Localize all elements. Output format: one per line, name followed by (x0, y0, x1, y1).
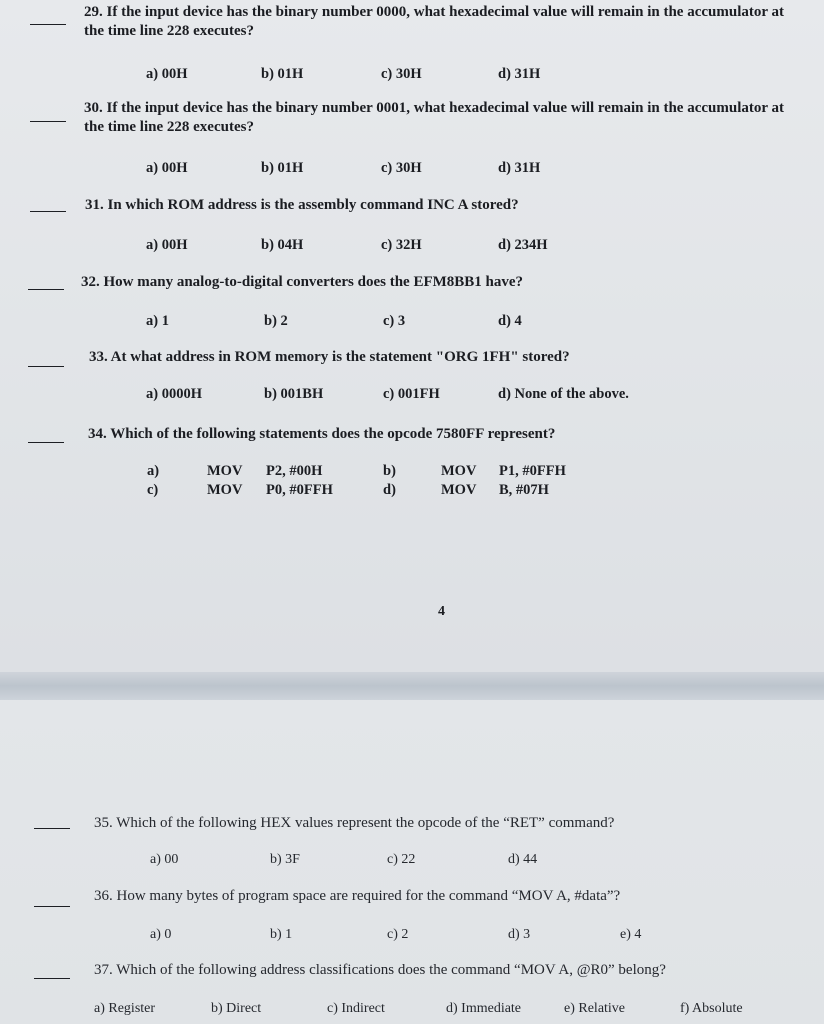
q35-option-a: a) 00 (150, 852, 179, 867)
q30-option-c: c) 30H (381, 160, 422, 176)
answer-blank-31[interactable] (30, 211, 66, 212)
question-31-text: 31. In which ROM address is the assembly command INC A stored? (85, 197, 519, 213)
q29-option-d: d) 31H (498, 66, 541, 82)
q32-option-b: b) 2 (264, 313, 288, 329)
q31-option-d: d) 234H (498, 237, 548, 253)
question-32-text: 32. How many analog-to-digital converters does the EFM8BB1 have? (81, 274, 524, 290)
q33-option-b: b) 001BH (264, 386, 324, 402)
q32-option-c: c) 3 (383, 313, 406, 329)
page-number: 4 (438, 604, 445, 619)
q36-option-e: e) 4 (620, 927, 642, 942)
q34-option-b-operands: P1, #0FFH (499, 463, 566, 479)
question-30-text: 30. If the input device has the binary number 0001, what hexadecimal value will remain in the accumulator at the time line 228 executes? (84, 100, 785, 135)
question-33-text: 33. At what address in ROM memory is the statement "ORG 1FH" stored? (89, 349, 570, 365)
q35-option-c: c) 22 (387, 852, 416, 867)
q34-option-a-letter: a) (147, 463, 160, 479)
q37-option-d: d) Immediate (446, 1001, 522, 1016)
q34-option-c-letter: c) (147, 482, 159, 498)
q37-option-f: f) Absolute (680, 1001, 743, 1016)
answer-blank-32[interactable] (28, 289, 64, 290)
q33-option-d: d) None of the above. (498, 386, 629, 402)
q33-option-a: a) 0000H (146, 386, 202, 402)
q31-option-c: c) 32H (381, 237, 422, 253)
q30-option-b: b) 01H (261, 160, 304, 176)
q36-option-b: b) 1 (270, 927, 293, 942)
q35-option-b: b) 3F (270, 852, 300, 867)
q36-option-a: a) 0 (150, 927, 172, 942)
q34-option-b-mnemonic: MOV (441, 463, 477, 479)
q37-option-a: a) Register (94, 1001, 156, 1016)
q35-option-d: d) 44 (508, 852, 538, 867)
q34-option-c-mnemonic: MOV (207, 482, 243, 498)
q34-option-a-mnemonic: MOV (207, 463, 243, 479)
q29-option-b: b) 01H (261, 66, 304, 82)
q34-option-c-operands: P0, #0FFH (266, 482, 333, 498)
q29-option-a: a) 00H (146, 66, 188, 82)
q32-option-d: d) 4 (498, 313, 522, 329)
page-break-gap (0, 672, 824, 700)
q34-option-d-letter: d) (383, 482, 396, 498)
q34-option-b-letter: b) (383, 463, 396, 479)
question-36-text: 36. How many bytes of program space are required for the command “MOV A, #data”? (94, 888, 621, 904)
q29-option-c: c) 30H (381, 66, 422, 82)
q30-option-a: a) 00H (146, 160, 188, 176)
q33-option-c: c) 001FH (383, 386, 440, 402)
answer-blank-35[interactable] (34, 828, 70, 829)
answer-blank-37[interactable] (34, 978, 70, 979)
q32-option-a: a) 1 (146, 313, 169, 329)
answer-blank-29[interactable] (30, 24, 66, 25)
q30-option-d: d) 31H (498, 160, 541, 176)
q34-option-d-operands: B, #07H (499, 482, 549, 498)
q34-option-d-mnemonic: MOV (441, 482, 477, 498)
question-35-text: 35. Which of the following HEX values represent the opcode of the “RET” command? (94, 815, 615, 831)
q36-option-c: c) 2 (387, 927, 409, 942)
answer-blank-30[interactable] (30, 121, 66, 122)
answer-blank-36[interactable] (34, 906, 70, 907)
question-34-text: 34. Which of the following statements does the opcode 7580FF represent? (88, 426, 556, 442)
q37-option-e: e) Relative (564, 1001, 626, 1016)
question-37-text: 37. Which of the following address classifications does the command “MOV A, @R0” belong? (94, 962, 666, 978)
q37-option-c: c) Indirect (327, 1001, 385, 1016)
answer-blank-34[interactable] (28, 442, 64, 443)
question-29-text: 29. If the input device has the binary number 0000, what hexadecimal value will remain in the accumulator at the time line 228 executes? (84, 4, 785, 39)
q31-option-a: a) 00H (146, 237, 188, 253)
q31-option-b: b) 04H (261, 237, 304, 253)
q37-option-b: b) Direct (211, 1001, 262, 1016)
q36-option-d: d) 3 (508, 927, 531, 942)
q34-option-a-operands: P2, #00H (266, 463, 323, 479)
answer-blank-33[interactable] (28, 366, 64, 367)
